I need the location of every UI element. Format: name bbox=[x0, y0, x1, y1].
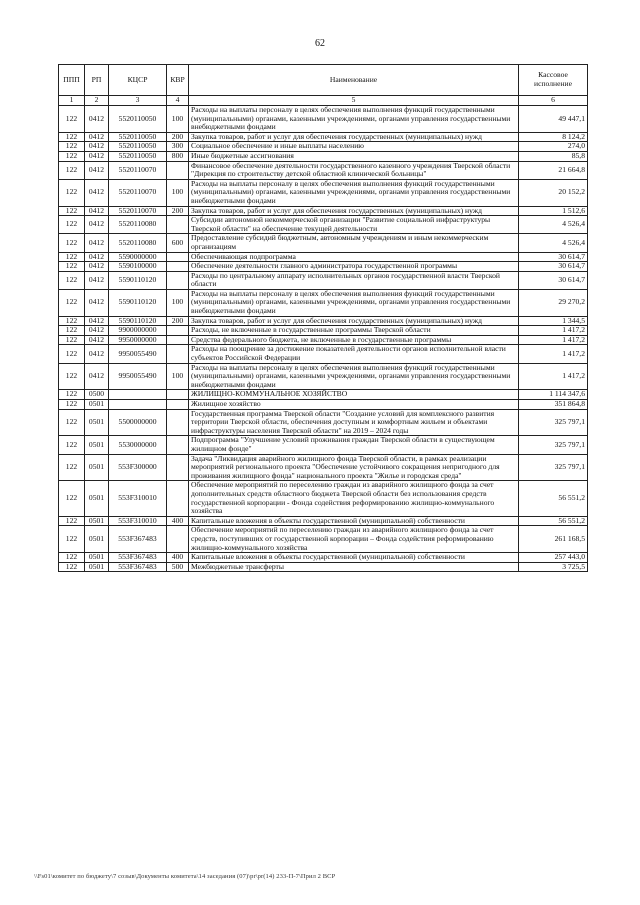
table-row bbox=[59, 151, 588, 161]
cell-value: 30 614,7 bbox=[519, 271, 588, 289]
header-cash-execution: Кассовое исполнение bbox=[519, 65, 588, 96]
cell-name: Расходы на выплаты персоналу в целях обеспечения выполнения функций государственными (муниципальными) органами, казенными учреждениями, органами управления государственными внебюджетными фондами bbox=[189, 363, 519, 390]
cell-rp: 0412 bbox=[85, 326, 109, 336]
index-3: 3 bbox=[109, 96, 167, 106]
cell-ppp: 122 bbox=[59, 363, 85, 390]
table-row bbox=[59, 326, 588, 336]
cell-name: Социальное обеспечение и иные выплаты населению bbox=[189, 142, 519, 152]
cell-rp: 0412 bbox=[85, 271, 109, 289]
cell-value: 29 270,2 bbox=[519, 289, 588, 316]
cell-name: Задача "Ликвидация аварийного жилищного фонда Тверской области, в рамках реализации мероприятий регионального проекта "Обеспечение устойчивого сокращения непригодного для проживания жилищного фонда" национального проекта "Жилье и городская среда" bbox=[189, 454, 519, 481]
cell-rp: 0412 bbox=[85, 335, 109, 345]
cell-name: Подпрограмма "Улучшение условий проживания граждан Тверской области в существующем жилищном фонде" bbox=[189, 436, 519, 454]
cell-kvr bbox=[167, 216, 189, 234]
cell-rp: 0412 bbox=[85, 179, 109, 206]
cell-kvr: 100 bbox=[167, 289, 189, 316]
cell-ppp: 122 bbox=[59, 454, 85, 481]
cell-kcsr: 5590100000 bbox=[109, 262, 167, 272]
cell-value: 1 417,2 bbox=[519, 326, 588, 336]
header-kcsr: КЦСР bbox=[109, 65, 167, 96]
cell-rp: 0501 bbox=[85, 516, 109, 526]
table-row bbox=[59, 454, 588, 481]
cell-ppp: 122 bbox=[59, 142, 85, 152]
cell-rp: 0501 bbox=[85, 436, 109, 454]
cell-rp: 0501 bbox=[85, 400, 109, 410]
header-ppp: ППП bbox=[59, 65, 85, 96]
cell-value: 257 443,0 bbox=[519, 553, 588, 563]
cell-name: Закупка товаров, работ и услуг для обеспечения государственных (муниципальных) нужд bbox=[189, 206, 519, 216]
cell-name: Обеспечение мероприятий по переселению граждан из аварийного жилищного фонда за счет средств, поступивших от государственной корпорации – Фонда содействия реформированию жилищно-коммунального хозяйства bbox=[189, 526, 519, 553]
cell-kvr: 200 bbox=[167, 132, 189, 142]
cell-kvr bbox=[167, 436, 189, 454]
cell-rp: 0501 bbox=[85, 409, 109, 436]
cell-name: Жилищное хозяйство bbox=[189, 400, 519, 410]
cell-kcsr: 5590000000 bbox=[109, 252, 167, 262]
cell-value: 351 864,8 bbox=[519, 400, 588, 410]
cell-name: Капитальные вложения в объекты государственной (муниципальной) собственности bbox=[189, 553, 519, 563]
cell-name: Расходы на выплаты персоналу в целях обеспечения выполнения функций государственными (муниципальными) органами, казенными учреждениями, органами управления государственными внебюджетными фондами bbox=[189, 106, 519, 133]
cell-ppp: 122 bbox=[59, 400, 85, 410]
cell-name: Государственная программа Тверской области "Создание условий для комплексного развития территории Тверской области, обеспечения доступным и комфортным жильем и объектами инфраструктуры населения Тверской области" на 2019 – 2024 годы bbox=[189, 409, 519, 436]
cell-kcsr: 5530000000 bbox=[109, 436, 167, 454]
table-row bbox=[59, 262, 588, 272]
header-name: Наименование bbox=[189, 65, 519, 96]
cell-value: 20 152,2 bbox=[519, 179, 588, 206]
cell-kvr bbox=[167, 271, 189, 289]
cell-ppp: 122 bbox=[59, 289, 85, 316]
cell-kvr: 300 bbox=[167, 142, 189, 152]
cell-kvr: 200 bbox=[167, 316, 189, 326]
cell-rp: 0412 bbox=[85, 161, 109, 179]
cell-name: Иные бюджетные ассигнования bbox=[189, 151, 519, 161]
table-row bbox=[59, 271, 588, 289]
cell-ppp: 122 bbox=[59, 436, 85, 454]
cell-kcsr: 5520110070 bbox=[109, 206, 167, 216]
table-header-row bbox=[59, 65, 588, 96]
table-row bbox=[59, 390, 588, 400]
cell-kvr bbox=[167, 161, 189, 179]
cell-value: 8 124,2 bbox=[519, 132, 588, 142]
cell-value: 85,8 bbox=[519, 151, 588, 161]
table-row bbox=[59, 409, 588, 436]
cell-value: 325 797,1 bbox=[519, 409, 588, 436]
cell-rp: 0501 bbox=[85, 481, 109, 516]
cell-kvr bbox=[167, 526, 189, 553]
column-index-row bbox=[59, 96, 588, 106]
cell-kcsr: 5520110070 bbox=[109, 179, 167, 206]
cell-value: 274,0 bbox=[519, 142, 588, 152]
cell-value: 4 526,4 bbox=[519, 216, 588, 234]
budget-execution-table bbox=[58, 64, 588, 572]
cell-kvr: 100 bbox=[167, 106, 189, 133]
table-row bbox=[59, 481, 588, 516]
cell-value: 4 526,4 bbox=[519, 234, 588, 252]
cell-name: Средства федерального бюджета, не включенные в государственные программы bbox=[189, 335, 519, 345]
index-1: 1 bbox=[59, 96, 85, 106]
cell-name: ЖИЛИЩНО-КОММУНАЛЬНОЕ ХОЗЯЙСТВО bbox=[189, 390, 519, 400]
cell-rp: 0412 bbox=[85, 132, 109, 142]
cell-rp: 0500 bbox=[85, 390, 109, 400]
header-rp: РП bbox=[85, 65, 109, 96]
cell-kvr: 200 bbox=[167, 206, 189, 216]
cell-rp: 0412 bbox=[85, 142, 109, 152]
cell-name: Закупка товаров, работ и услуг для обеспечения государственных (муниципальных) нужд bbox=[189, 132, 519, 142]
cell-name: Финансовое обеспечение деятельности государственного казенного учреждения Тверской области "Дирекция по строительству детской областной клинической больницы" bbox=[189, 161, 519, 179]
table-row bbox=[59, 363, 588, 390]
cell-ppp: 122 bbox=[59, 262, 85, 272]
table-row bbox=[59, 234, 588, 252]
cell-ppp: 122 bbox=[59, 409, 85, 436]
cell-kvr bbox=[167, 390, 189, 400]
cell-kcsr: 5520110050 bbox=[109, 142, 167, 152]
cell-kvr bbox=[167, 454, 189, 481]
table-row bbox=[59, 562, 588, 572]
cell-ppp: 122 bbox=[59, 516, 85, 526]
cell-kcsr bbox=[109, 390, 167, 400]
cell-kvr bbox=[167, 252, 189, 262]
cell-value: 30 614,7 bbox=[519, 262, 588, 272]
cell-kvr bbox=[167, 335, 189, 345]
cell-value: 56 551,2 bbox=[519, 516, 588, 526]
cell-ppp: 122 bbox=[59, 106, 85, 133]
cell-rp: 0412 bbox=[85, 289, 109, 316]
cell-kvr bbox=[167, 345, 189, 363]
cell-kvr bbox=[167, 481, 189, 516]
cell-rp: 0412 bbox=[85, 345, 109, 363]
cell-kvr: 400 bbox=[167, 516, 189, 526]
cell-name: Предоставление субсидий бюджетным, автономным учреждениям и иным некоммерческим организациям bbox=[189, 234, 519, 252]
cell-ppp: 122 bbox=[59, 216, 85, 234]
cell-kcsr: 9950055490 bbox=[109, 345, 167, 363]
table-row bbox=[59, 436, 588, 454]
cell-value: 49 447,1 bbox=[519, 106, 588, 133]
cell-kvr: 500 bbox=[167, 562, 189, 572]
cell-name: Расходы по центральному аппарату исполнительных органов государственной власти Тверской области bbox=[189, 271, 519, 289]
cell-kcsr: 9900000000 bbox=[109, 326, 167, 336]
cell-ppp: 122 bbox=[59, 161, 85, 179]
cell-value: 325 797,1 bbox=[519, 436, 588, 454]
cell-name: Межбюджетные трансферты bbox=[189, 562, 519, 572]
cell-name: Субсидии автономной некоммерческой организации "Развитие социальной инфраструктуры Тверской области" на обеспечение текущей деятельности bbox=[189, 216, 519, 234]
cell-ppp: 122 bbox=[59, 553, 85, 563]
cell-ppp: 122 bbox=[59, 562, 85, 572]
cell-kcsr: 5500000000 bbox=[109, 409, 167, 436]
cell-value: 325 797,1 bbox=[519, 454, 588, 481]
index-5: 5 bbox=[189, 96, 519, 106]
table-row bbox=[59, 400, 588, 410]
cell-value: 261 168,5 bbox=[519, 526, 588, 553]
cell-ppp: 122 bbox=[59, 316, 85, 326]
cell-rp: 0412 bbox=[85, 234, 109, 252]
cell-kvr: 100 bbox=[167, 179, 189, 206]
index-2: 2 bbox=[85, 96, 109, 106]
cell-ppp: 122 bbox=[59, 335, 85, 345]
cell-rp: 0412 bbox=[85, 252, 109, 262]
table-row bbox=[59, 526, 588, 553]
cell-rp: 0501 bbox=[85, 562, 109, 572]
cell-kcsr: 553F310010 bbox=[109, 481, 167, 516]
cell-rp: 0412 bbox=[85, 216, 109, 234]
cell-kcsr: 5520110080 bbox=[109, 216, 167, 234]
cell-name: Расходы на выплаты персоналу в целях обеспечения выполнения функций государственными (муниципальными) органами, казенными учреждениями, органами управления государственными внебюджетными фондами bbox=[189, 179, 519, 206]
cell-rp: 0412 bbox=[85, 262, 109, 272]
cell-kcsr: 5520110080 bbox=[109, 234, 167, 252]
page-number: 62 bbox=[315, 38, 325, 49]
cell-value: 56 551,2 bbox=[519, 481, 588, 516]
cell-name: Обеспечение деятельности главного администратора государственной программы bbox=[189, 262, 519, 272]
cell-rp: 0501 bbox=[85, 454, 109, 481]
cell-name: Обеспечивающая подпрограмма bbox=[189, 252, 519, 262]
cell-kcsr: 553F367483 bbox=[109, 553, 167, 563]
cell-rp: 0412 bbox=[85, 206, 109, 216]
cell-kcsr: 9950000000 bbox=[109, 335, 167, 345]
cell-kcsr: 5590110120 bbox=[109, 289, 167, 316]
cell-kcsr: 9950055490 bbox=[109, 363, 167, 390]
cell-rp: 0412 bbox=[85, 316, 109, 326]
cell-name: Капитальные вложения в объекты государственной (муниципальной) собственности bbox=[189, 516, 519, 526]
cell-ppp: 122 bbox=[59, 390, 85, 400]
cell-kvr: 100 bbox=[167, 363, 189, 390]
cell-ppp: 122 bbox=[59, 326, 85, 336]
cell-ppp: 122 bbox=[59, 271, 85, 289]
index-4: 4 bbox=[167, 96, 189, 106]
cell-rp: 0412 bbox=[85, 363, 109, 390]
cell-kvr: 400 bbox=[167, 553, 189, 563]
table-row bbox=[59, 161, 588, 179]
table-row bbox=[59, 289, 588, 316]
cell-kvr bbox=[167, 262, 189, 272]
cell-name: Расходы на выплаты персоналу в целях обеспечения выполнения функций государственными (муниципальными) органами, казенными учреждениями, органами управления государственными внебюджетными фондами bbox=[189, 289, 519, 316]
cell-value: 1 114 347,6 bbox=[519, 390, 588, 400]
cell-kvr: 800 bbox=[167, 151, 189, 161]
cell-name: Расходы, не включенные в государственные программы Тверской области bbox=[189, 326, 519, 336]
cell-kcsr bbox=[109, 400, 167, 410]
table-row bbox=[59, 106, 588, 133]
header-kvr: КВР bbox=[167, 65, 189, 96]
table-row bbox=[59, 345, 588, 363]
cell-value: 21 664,8 bbox=[519, 161, 588, 179]
cell-rp: 0501 bbox=[85, 526, 109, 553]
cell-kcsr: 553F300000 bbox=[109, 454, 167, 481]
cell-value: 1 417,2 bbox=[519, 363, 588, 390]
cell-rp: 0501 bbox=[85, 553, 109, 563]
cell-ppp: 122 bbox=[59, 526, 85, 553]
cell-ppp: 122 bbox=[59, 206, 85, 216]
cell-kcsr: 5520110050 bbox=[109, 132, 167, 142]
cell-kcsr: 5520110050 bbox=[109, 106, 167, 133]
cell-value: 1 417,2 bbox=[519, 345, 588, 363]
cell-ppp: 122 bbox=[59, 345, 85, 363]
cell-name: Обеспечение мероприятий по переселению граждан из аварийного жилищного фонда за счет дополнительных средств областного бюджета Тверской области без использования средств государственной корпорации - Фонда содействия реформированию жилищно-коммунального хозяйства bbox=[189, 481, 519, 516]
cell-rp: 0412 bbox=[85, 151, 109, 161]
cell-value: 1 417,2 bbox=[519, 335, 588, 345]
cell-kcsr: 5520110070 bbox=[109, 161, 167, 179]
cell-ppp: 122 bbox=[59, 234, 85, 252]
cell-ppp: 122 bbox=[59, 132, 85, 142]
cell-value: 3 725,5 bbox=[519, 562, 588, 572]
cell-ppp: 122 bbox=[59, 481, 85, 516]
table-row bbox=[59, 216, 588, 234]
cell-ppp: 122 bbox=[59, 252, 85, 262]
cell-kcsr: 5590110120 bbox=[109, 271, 167, 289]
table-row bbox=[59, 553, 588, 563]
cell-kcsr: 5520110050 bbox=[109, 151, 167, 161]
cell-name: Закупка товаров, работ и услуг для обеспечения государственных (муниципальных) нужд bbox=[189, 316, 519, 326]
cell-kvr: 600 bbox=[167, 234, 189, 252]
cell-kcsr: 553F367483 bbox=[109, 526, 167, 553]
index-6: 6 bbox=[519, 96, 588, 106]
cell-kvr bbox=[167, 326, 189, 336]
cell-rp: 0412 bbox=[85, 106, 109, 133]
cell-kvr bbox=[167, 409, 189, 436]
cell-kcsr: 553F310010 bbox=[109, 516, 167, 526]
file-path-footer: \\Fs01\комитет по бюджету\7 созыв\Документы комитета\14 заседания (07)\pr\pr(14) 233-П-7\Прил 2 ВСР bbox=[34, 873, 336, 880]
cell-ppp: 122 bbox=[59, 179, 85, 206]
cell-kvr bbox=[167, 400, 189, 410]
table-row bbox=[59, 179, 588, 206]
cell-value: 1 344,5 bbox=[519, 316, 588, 326]
cell-kcsr: 553F367483 bbox=[109, 562, 167, 572]
cell-kcsr: 5590110120 bbox=[109, 316, 167, 326]
cell-value: 30 614,7 bbox=[519, 252, 588, 262]
cell-ppp: 122 bbox=[59, 151, 85, 161]
cell-name: Расходы на поощрение за достижение показателей деятельности органов исполнительной власти субъектов Российской Федерации bbox=[189, 345, 519, 363]
cell-value: 1 512,6 bbox=[519, 206, 588, 216]
